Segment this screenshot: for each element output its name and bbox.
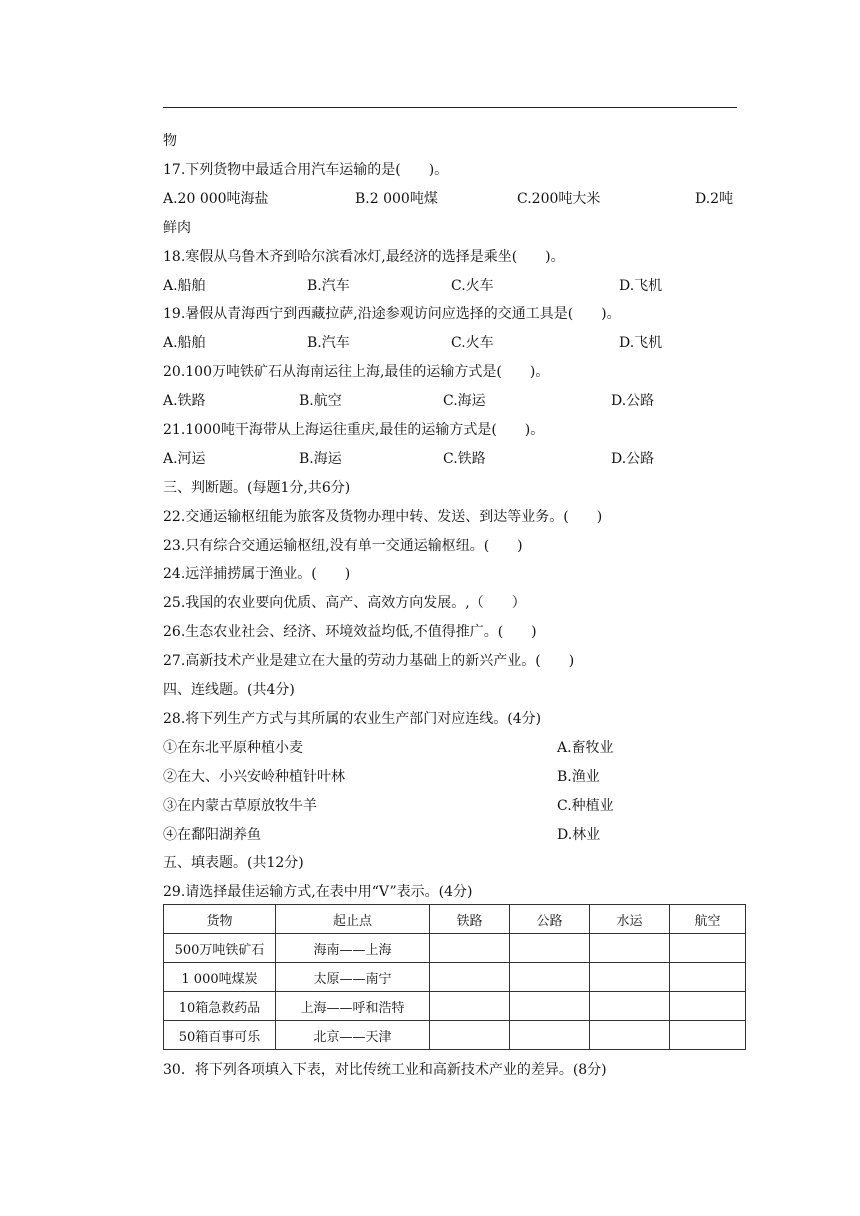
cell-highway-blank[interactable] [510, 992, 590, 1021]
header-rule [163, 107, 737, 108]
q18-stem: 18.寒假从乌鲁木齐到哈尔滨看冰灯,最经济的选择是乘坐( )。 [163, 249, 565, 265]
cell-railway-blank[interactable] [430, 992, 510, 1021]
cell-route: 上海——呼和浩特 [276, 992, 430, 1021]
q17-option-d-wrap: 鲜肉 [163, 220, 191, 236]
transport-table [163, 904, 746, 1050]
header-highway: 公路 [510, 905, 590, 934]
header-railway: 铁路 [430, 905, 510, 934]
section5-title: 五、填表题。(共12分) [163, 855, 304, 871]
cell-goods: 50箱百事可乐 [164, 1021, 276, 1050]
match-right-item: A.畜牧业 [557, 740, 614, 756]
table-row [164, 963, 746, 992]
cell-air-blank[interactable] [670, 1021, 746, 1050]
continuation-text: 物 [163, 133, 177, 149]
table-header-row [164, 905, 746, 934]
table-row [164, 1021, 746, 1050]
q19-option-c: C.火车 [451, 335, 494, 351]
header-goods: 货物 [164, 905, 276, 934]
cell-route: 北京——天津 [276, 1021, 430, 1050]
cell-railway-blank[interactable] [430, 934, 510, 963]
cell-air-blank[interactable] [670, 934, 746, 963]
cell-route: 太原——南宁 [276, 963, 430, 992]
cell-highway-blank[interactable] [510, 934, 590, 963]
table-row [164, 934, 746, 963]
q26-statement: 26.生态农业社会、经济、环境效益均低,不值得推广。( ) [163, 624, 537, 640]
q20-option-a: A.铁路 [163, 393, 206, 409]
cell-waterway-blank[interactable] [590, 963, 670, 992]
cell-goods: 500万吨铁矿石 [164, 934, 276, 963]
section3-title: 三、判断题。(每题1分,共6分) [163, 480, 351, 496]
q19-option-b: B.汽车 [307, 335, 350, 351]
q20-stem: 20.100万吨铁矿石从海南运往上海,最佳的运输方式是( )。 [163, 364, 550, 380]
cell-waterway-blank[interactable] [590, 934, 670, 963]
cell-railway-blank[interactable] [430, 963, 510, 992]
q21-option-c: C.铁路 [443, 451, 486, 467]
cell-waterway-blank[interactable] [590, 992, 670, 1021]
q20-option-b: B.航空 [299, 393, 342, 409]
q18-option-c: C.火车 [451, 278, 494, 294]
q19-option-a: A.船舶 [163, 335, 206, 351]
q21-option-b: B.海运 [299, 451, 342, 467]
q25-statement: 25.我国的农业要向优质、高产、高效方向发展。,（ ） [163, 595, 526, 611]
match-right-item: C.种植业 [557, 798, 614, 814]
match-left-item: ④在鄱阳湖养鱼 [163, 827, 261, 843]
q20-option-c: C.海运 [443, 393, 486, 409]
cell-goods: 1 000吨煤炭 [164, 963, 276, 992]
cell-waterway-blank[interactable] [590, 1021, 670, 1050]
q21-stem: 21.1000吨干海带从上海运往重庆,最佳的运输方式是( )。 [163, 422, 545, 438]
q30-stem: 30．将下列各项填入下表，对比传统工业和高新技术产业的差异。(8分) [163, 1062, 607, 1078]
q28-stem: 28.将下列生产方式与其所属的农业生产部门对应连线。(4分) [163, 711, 542, 727]
q29-stem: 29.请选择最佳运输方式,在表中用“V”表示。(4分) [163, 884, 473, 900]
q17-option-d: D.2吨 [695, 191, 734, 207]
q19-stem: 19.暑假从青海西宁到西藏拉萨,沿途参观访问应选择的交通工具是( )。 [163, 306, 621, 322]
table-row [164, 992, 746, 1021]
q19-option-d: D.飞机 [619, 335, 663, 351]
header-waterway: 水运 [590, 905, 670, 934]
q17-option-c: C.200吨大米 [517, 191, 601, 207]
q20-option-d: D.公路 [611, 393, 655, 409]
header-route: 起止点 [276, 905, 430, 934]
section4-title: 四、连线题。(共4分) [163, 682, 295, 698]
q18-option-d: D.飞机 [619, 278, 663, 294]
q18-option-b: B.汽车 [307, 278, 350, 294]
cell-air-blank[interactable] [670, 963, 746, 992]
cell-route: 海南——上海 [276, 934, 430, 963]
q21-option-a: A.河运 [163, 451, 206, 467]
match-left-item: ③在内蒙古草原放牧牛羊 [163, 798, 317, 814]
cell-highway-blank[interactable] [510, 963, 590, 992]
q27-statement: 27.高新技术产业是建立在大量的劳动力基础上的新兴产业。( ) [163, 653, 575, 669]
match-right-item: D.林业 [557, 827, 601, 843]
cell-goods: 10箱急救药品 [164, 992, 276, 1021]
match-right-item: B.渔业 [557, 769, 600, 785]
q21-option-d: D.公路 [611, 451, 655, 467]
q22-statement: 22.交通运输枢纽能为旅客及货物办理中转、发送、到达等业务。( ) [163, 509, 603, 525]
match-left-item: ②在大、小兴安岭种植针叶林 [163, 769, 345, 785]
q17-stem: 17.下列货物中最适合用汽车运输的是( )。 [163, 162, 449, 178]
q18-option-a: A.船舶 [163, 278, 206, 294]
q24-statement: 24.远洋捕捞属于渔业。( ) [163, 566, 351, 582]
q23-statement: 23.只有综合交通运输枢纽,没有单一交通运输枢纽。( ) [163, 538, 523, 554]
cell-railway-blank[interactable] [430, 1021, 510, 1050]
q17-option-b: B.2 000吨煤 [355, 191, 438, 207]
cell-air-blank[interactable] [670, 992, 746, 1021]
cell-highway-blank[interactable] [510, 1021, 590, 1050]
match-left-item: ①在东北平原种植小麦 [163, 740, 303, 756]
q17-option-a: A.20 000吨海盐 [163, 191, 269, 207]
header-air: 航空 [670, 905, 746, 934]
